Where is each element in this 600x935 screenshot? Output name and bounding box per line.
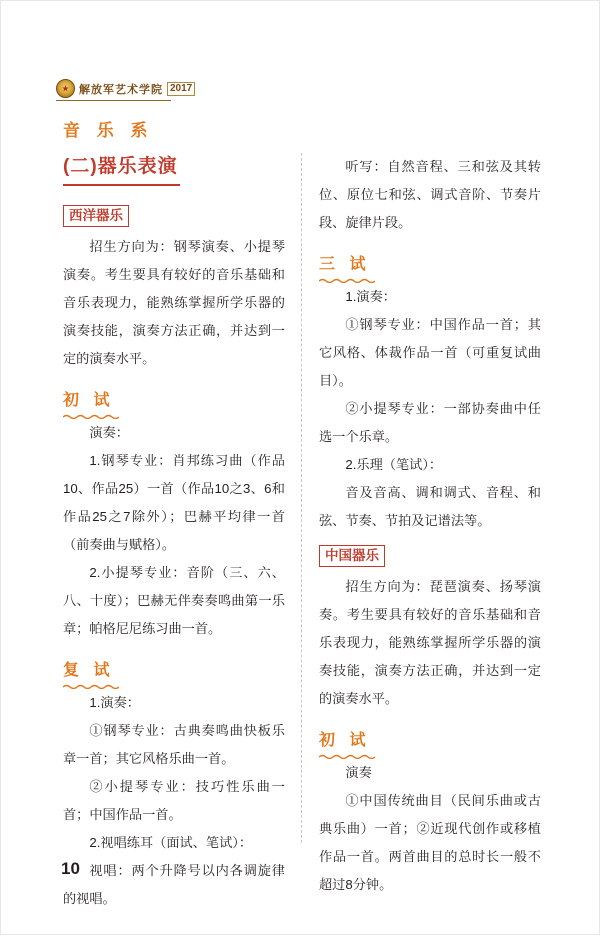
chinese-intro-paragraph: 招生方向为：琵琶演奏、扬琴演奏。考生要具有较好的音乐基础和音乐表现力，能熟练掌握所学乐器的演奏技能，演奏方法正确，并达到一定的演奏水平。	[319, 579, 541, 706]
stage-heading-second	[63, 657, 114, 685]
third-exam-item-4: 音及音高、调和调式、音程、和弦、节奏、节拍及记谱法等。	[319, 485, 541, 528]
tag-western-instruments: 西洋器乐	[63, 205, 129, 227]
stage-heading-first-label: 初 试	[63, 392, 115, 409]
third-exam-item-3: 2.乐理（笔试）：	[345, 457, 443, 472]
wave-underline-icon	[319, 754, 375, 759]
stage-heading-first-chinese-label: 初 试	[319, 732, 371, 749]
stage-heading-first	[63, 387, 114, 415]
listening-paragraph: 听写：自然音程、三和弦及其转位、原位七和弦、调式音阶、节奏片段、旋律片段。	[319, 159, 541, 230]
wave-underline-icon	[63, 414, 119, 419]
stage-heading-second-label: 复 试	[63, 662, 115, 679]
tag-chinese-instruments: 中国器乐	[319, 545, 385, 567]
page-title: 音 乐 系	[63, 121, 154, 140]
western-intro-paragraph: 招生方向为：钢琴演奏、小提琴演奏。考生要具有较好的音乐基础和音乐表现力，能熟练掌握所学乐器的演奏技能，演奏方法正确，并达到一定的演奏水平。	[63, 239, 285, 366]
institution-logo	[56, 79, 195, 98]
second-exam-item-1: ①钢琴专业：古典奏鸣曲快板乐章一首；其它风格乐曲一首。	[63, 723, 285, 766]
first-exam-item-1: 1.钢琴专业：肖邦练习曲（作品10、作品25）一首（作品10之3、6和作品25之7除外）；巴赫平均律一首（前奏曲与赋格）。	[63, 453, 285, 552]
column-divider	[301, 153, 302, 843]
stage-heading-third-label: 三 试	[319, 256, 371, 273]
third-exam-label: 1.演奏：	[345, 289, 396, 304]
third-exam-item-2: ②小提琴专业：一部协奏曲中任选一个乐章。	[319, 401, 541, 444]
chinese-first-exam-item-1: ①中国传统曲目（民间乐曲或古典乐曲）一首；②近现代创作或移植作品一首。两首曲目的总时长一般不超过8分钟。	[319, 793, 541, 892]
third-exam-item-1: ①钢琴专业：中国作品一首；其它风格、体裁作品一首（可重复试曲目）。	[319, 317, 541, 388]
logo-year: 2017	[167, 82, 195, 96]
left-column	[63, 153, 285, 913]
wave-underline-icon	[319, 278, 375, 283]
second-exam-item-2: ②小提琴专业：技巧性乐曲一首；中国作品一首。	[63, 779, 285, 822]
star-emblem-icon	[56, 79, 75, 98]
second-exam-item-4: 视唱：两个升降号以内各调旋律的视唱。	[63, 863, 285, 906]
logo-rule	[56, 100, 171, 101]
chinese-first-exam-label: 演奏	[345, 765, 372, 780]
institution-name: 解放军艺术学院	[79, 83, 163, 96]
first-exam-item-2: 2.小提琴专业：音阶（三、六、八、十度）；巴赫无伴奏奏鸣曲第一乐章；帕格尼尼练习曲一首。	[63, 565, 285, 636]
section-heading-instrumental: (二)器乐表演	[63, 153, 178, 181]
stage-heading-third	[319, 251, 370, 279]
wave-underline-icon	[63, 684, 119, 689]
stage-heading-first-chinese	[319, 727, 370, 755]
right-column	[319, 153, 541, 899]
second-exam-item-3: 2.视唱练耳（面试、笔试）：	[89, 835, 253, 850]
page-number: 10	[61, 859, 80, 878]
second-exam-label: 1.演奏：	[89, 695, 140, 710]
first-exam-label: 演奏：	[89, 425, 129, 440]
